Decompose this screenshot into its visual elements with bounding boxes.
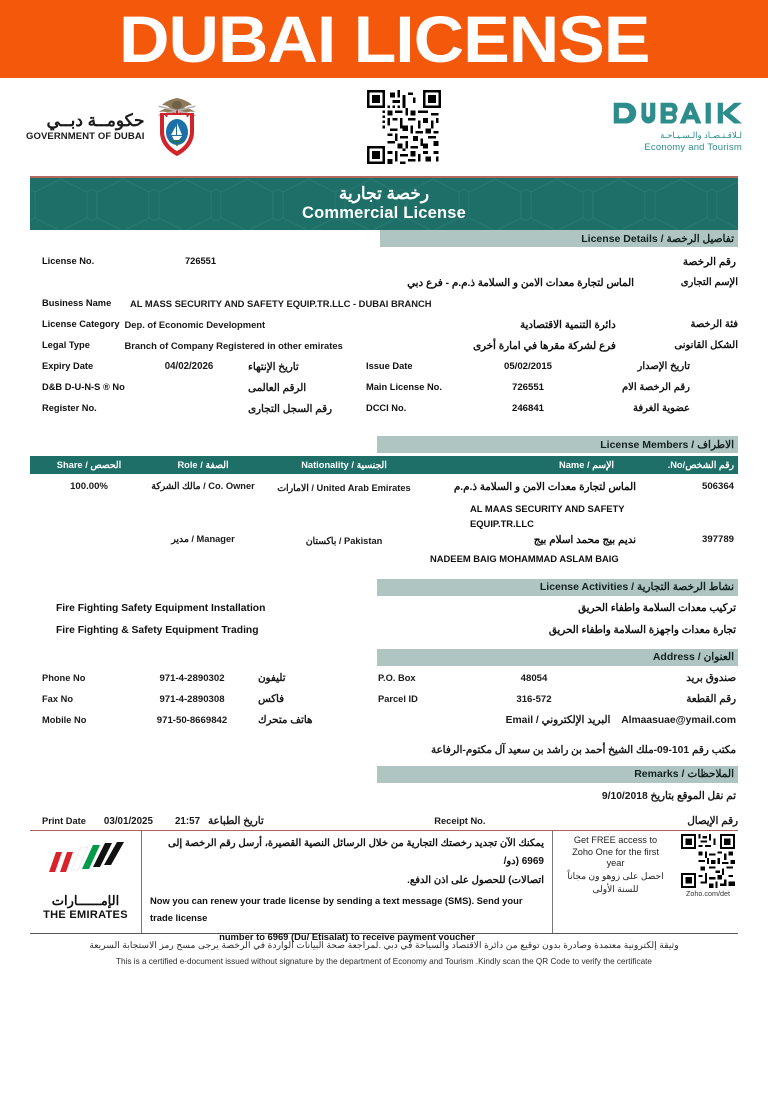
section-header-address-label: العنوان / Address — [652, 651, 734, 664]
member-name-cell-0 — [430, 481, 648, 531]
mobile-no-ar-label: هاتف متحرك — [258, 714, 313, 726]
po-box-ar-label: صندوق بريد — [686, 672, 736, 684]
detail-row-license-no — [30, 256, 738, 277]
disclaimer-arabic: وثيقة إلكترونية معتمدة وصادرة بدون توقيع من دائرة الاقتصاد والسياحة في دبي .لمراجعة صحة البيانات الواردة في الرخصة يرجى مسح رمز الاستجابة السريعة — [89, 939, 679, 950]
sms-renewal-notice — [142, 831, 553, 943]
fax-no-value: 971-4-2890308 — [159, 693, 225, 705]
issue-date-ar-label: تاريخ الإصدار — [637, 361, 690, 372]
section-header-license-activities — [377, 579, 738, 596]
zoho-promo-line3: year — [606, 858, 625, 869]
zoho-promo-block[interactable] — [553, 831, 738, 933]
register-no-en-label: Register No. — [42, 403, 97, 413]
det-english-subtitle: Economy and Tourism — [644, 142, 742, 153]
fax-no-ar-label: فاكس — [258, 693, 285, 705]
page-footer — [30, 831, 738, 943]
license-category-en-label: License Category — [42, 319, 120, 329]
zoho-url-text[interactable]: Zoho.com/det — [686, 888, 730, 898]
main-license-ar-label: رقم الرخصة الام — [621, 382, 690, 393]
commercial-license-title-band — [30, 176, 738, 230]
legal-type-value: Branch of Company Registered in other emirates — [124, 340, 343, 351]
business-name-value: AL MASS SECURITY AND SAFETY EQUIP.TR.LLC - DUBAI BRANCH — [130, 298, 432, 309]
print-time-value: 21:57 — [174, 815, 201, 827]
zoho-qr-container[interactable] — [678, 834, 738, 898]
parcel-id-value: 316-572 — [516, 693, 552, 705]
license-category-ar-label: فئة الرخصة — [690, 319, 738, 330]
member-share-0: 100.00% — [70, 481, 108, 492]
member-no-1: 397789 — [701, 534, 734, 546]
member-name-arabic-0: الماس لتجارة معدات الامن و السلامة ذ.م.م — [453, 482, 636, 493]
address-full-line: مكتب رقم 101-09-ملك الشيخ أحمد بن راشد بن سعيد آل مكتوم-الرفاعة — [431, 744, 736, 756]
members-col-name: الإسم / Name — [559, 459, 614, 470]
print-date-value: 03/01/2025 — [103, 815, 153, 827]
government-of-dubai-logo — [26, 96, 256, 158]
activity-row-1 — [30, 618, 738, 640]
logo-header-row — [0, 78, 768, 176]
sms-notice-english-line1: Now you can renew your trade license by sending a text message (SMS). Send your trade license — [150, 895, 523, 923]
section-header-license-details — [380, 230, 738, 247]
the-emirates-english: THE EMIRATES — [43, 909, 128, 922]
activity-row-0 — [30, 596, 738, 618]
member-name-cell-1 — [430, 534, 648, 567]
trade-name-arabic-value: الماس لتجارة معدات الامن و السلامة ذ.م.م - فرع دبي — [407, 278, 634, 289]
zoho-promo-arabic1: احصل على زوهو ون مجاناً — [567, 871, 664, 882]
member-nationality-1: Pakistan / باكستان — [305, 536, 383, 547]
member-name-arabic-1: نديم بيج محمد اسلام بيج — [533, 535, 636, 547]
section-header-remarks — [377, 766, 738, 783]
zoho-promo-line2: Zoho One for the first — [572, 846, 659, 857]
member-name-english-0: AL MAAS SECURITY AND SAFETY EQUIP.TR.LLC — [470, 503, 625, 529]
address-rows — [30, 666, 738, 735]
disclaimer-english: This is a certified e-document issued without signature by the department of Economy and Tourism .Kindly scan the QR Code to verify the certificate — [116, 956, 652, 966]
table-row — [30, 531, 738, 567]
address-row-phone-pobox — [30, 672, 738, 693]
license-title-arabic: رخصة تجارية — [338, 184, 430, 204]
members-col-share: الحصص / Share — [56, 459, 122, 470]
dubai-economy-tourism-logo — [552, 101, 742, 153]
license-no-en-label: License No. — [42, 256, 95, 266]
detail-row-trade-name-ar — [30, 277, 738, 298]
section-header-address — [377, 649, 738, 666]
zoho-promo-qr-icon[interactable] — [681, 834, 735, 888]
detail-row-expiry-issue — [30, 361, 738, 382]
members-col-nationality: الجنسية / Nationality — [301, 459, 387, 470]
main-license-en-label: Main License No. — [366, 382, 442, 392]
zoho-promo-arabic2: للسنة الأولى — [592, 883, 639, 894]
address-row-mobile-email — [30, 714, 738, 735]
remarks-text: تم نقل الموقع بتاريخ 9/10/2018 — [601, 790, 736, 802]
license-sheet — [0, 176, 768, 966]
trade-name-ar-label: الإسم التجارى — [680, 277, 738, 288]
license-no-ar-label: رقم الرخصة — [682, 256, 736, 268]
activity-arabic-0: تركيب معدات السلامة واطفاء الحريق — [578, 603, 736, 615]
print-date-ar-label: تاريخ الطباعة — [208, 815, 264, 827]
members-col-role: الصفة / Role — [177, 459, 229, 470]
activity-english-1: Fire Fighting & Safety Equipment Trading — [56, 624, 259, 636]
detail-row-register-dcci — [30, 403, 738, 424]
license-title-english: Commercial License — [301, 204, 467, 223]
zoho-promo-text — [553, 834, 678, 896]
government-of-dubai-english: GOVERNMENT OF DUBAI — [26, 130, 145, 142]
member-share-1 — [30, 534, 148, 567]
license-no-value: 726551 — [185, 256, 217, 266]
receipt-no-label: Receipt No. — [434, 815, 486, 826]
dcci-no-value: 246841 — [511, 403, 544, 414]
uae-falcon-emblem-icon — [151, 96, 203, 158]
sms-notice-arabic-line2: اتصالات) للحصول على اذن الدفع. — [407, 874, 544, 886]
section-header-remarks-label: الملاحظات / Remarks — [634, 768, 734, 781]
license-category-value: Dep. of Economic Development — [124, 319, 266, 330]
detail-row-legal-type — [30, 340, 738, 361]
activity-english-0: Fire Fighting Safety Equipment Installation — [56, 602, 266, 614]
parcel-id-label: Parcel ID — [378, 693, 418, 704]
dubai-wordmark-icon — [612, 101, 742, 127]
license-verification-qr-icon — [367, 90, 441, 164]
license-category-ar-value: دائرة التنمية الاقتصادية — [520, 320, 616, 331]
duns-ar-label: الرقم العالمى — [248, 383, 307, 394]
government-of-dubai-text — [26, 112, 145, 142]
mobile-no-label: Mobile No — [42, 714, 87, 725]
activity-arabic-1: تجارة معدات واجهزة السلامة واطفاء الحريق — [548, 625, 736, 637]
legal-type-en-label: Legal Type — [42, 340, 90, 350]
detail-row-license-category — [30, 319, 738, 340]
phone-no-ar-label: تليفون — [258, 672, 286, 684]
po-box-value: 48054 — [520, 672, 548, 684]
legal-type-ar-label: الشكل القانونى — [674, 340, 738, 351]
po-box-label: P.O. Box — [378, 672, 416, 683]
license-details-rows — [30, 247, 738, 424]
members-table-header — [30, 456, 738, 474]
print-receipt-row — [30, 802, 738, 831]
zoho-promo-line1: Get FREE access to — [573, 834, 658, 845]
member-nationality-0: United Arab Emirates / الامارات — [277, 483, 411, 493]
duns-en-label: D&B D-U-N-S ® No — [42, 382, 125, 392]
sms-notice-english-line2: number to 6969 (Du/ Etisalat) to receive payment voucher — [219, 931, 475, 943]
detail-row-business-name — [30, 298, 738, 319]
sms-notice-arabic-line1: يمكنك الآن تجديد رخصتك التجارية من خلال الرسائل النصية القصيرة، أرسل رقم الرخصة إلى 6969 (دو/ — [168, 837, 544, 868]
fax-no-label: Fax No — [42, 693, 73, 704]
members-col-no: رقم الشخص/No. — [667, 459, 734, 470]
section-header-license-activities-label: نشاط الرخصة التجارية / License Activities — [539, 581, 734, 594]
member-role-0: Co. Owner / مالك الشركة — [151, 481, 255, 491]
expiry-date-ar-label: تاريخ الإنتهاء — [248, 362, 299, 373]
expiry-date-en-label: Expiry Date — [42, 361, 94, 371]
detail-row-duns-mainlicense — [30, 382, 738, 403]
print-date-label: Print Date — [42, 815, 86, 826]
uae-flag-bars-icon — [43, 842, 129, 888]
issue-date-value: 05/02/2015 — [503, 361, 552, 372]
license-qr-container — [256, 90, 552, 164]
section-header-license-members — [377, 436, 738, 453]
dcci-no-en-label: DCCI No. — [366, 403, 407, 413]
phone-no-label: Phone No — [42, 672, 86, 683]
dcci-no-ar-label: عضوية الغرفة — [632, 403, 690, 414]
section-header-license-members-label: الاطراف / License Members — [600, 438, 734, 451]
main-license-value: 726551 — [511, 382, 544, 393]
phone-no-value: 971-4-2890302 — [159, 672, 225, 684]
member-role-1: Manager / مدير — [171, 534, 235, 545]
email-row — [378, 714, 738, 726]
section-header-license-details-label: تفاصيل الرخصة / License Details — [581, 232, 734, 245]
member-no-0: 506364 — [701, 481, 734, 492]
legal-type-ar-value: فرع لشركة مقرها في امارة أخرى — [472, 341, 616, 352]
email-label: البريد الإلكتروني / Email — [505, 714, 611, 726]
mobile-no-value: 971-50-8669842 — [156, 714, 228, 726]
table-row — [30, 474, 738, 531]
expiry-date-value: 04/02/2026 — [164, 361, 214, 372]
det-arabic-subtitle: لـلاقـتـصـاد والـسـيـاحـة — [660, 130, 742, 140]
receipt-no-ar-label: رقم الإيصال — [687, 815, 738, 827]
issue-date-en-label: Issue Date — [366, 361, 413, 371]
page-banner — [0, 0, 768, 78]
government-of-dubai-arabic: حكومــة دبــي — [46, 110, 145, 130]
the-emirates-logo — [30, 831, 142, 933]
member-name-english-1: NADEEM BAIG MOHAMMAD ASLAM BAIG — [430, 553, 619, 565]
address-row-fax-parcel — [30, 693, 738, 714]
parcel-id-ar-label: رقم القطعة — [686, 693, 736, 705]
the-emirates-arabic: الإمــــــارات — [51, 893, 120, 909]
page-banner-title: DUBAI LICENSE — [118, 2, 650, 76]
business-name-en-label: Business Name — [42, 298, 112, 308]
register-no-ar-label: رقم السجل التجارى — [248, 404, 333, 415]
email-value: Almaasuae@ymail.com — [621, 714, 736, 726]
